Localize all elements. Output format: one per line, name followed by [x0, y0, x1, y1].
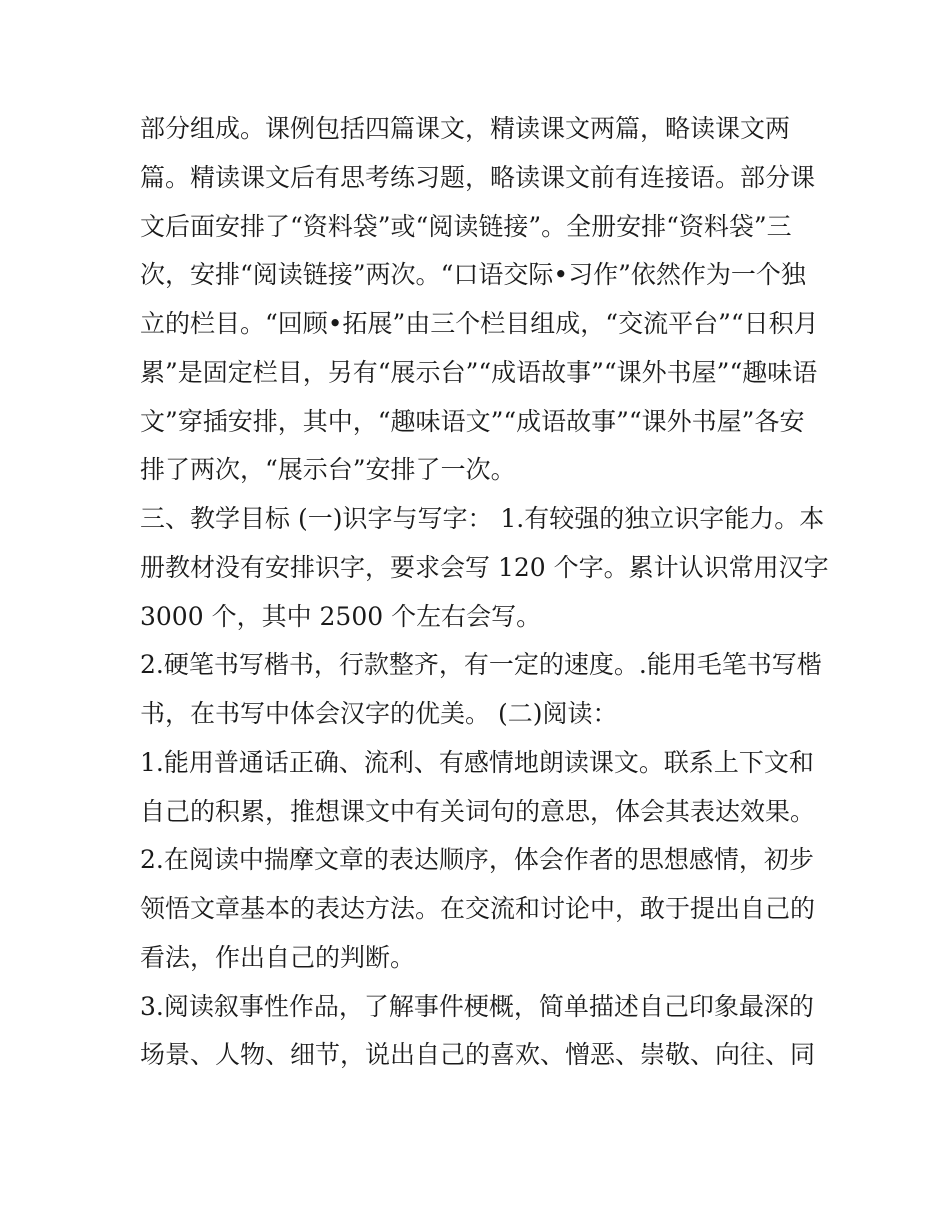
text-line: 书，在书写中体会汉字的优美。 (二)阅读： — [140, 699, 618, 728]
text-line: 部分组成。课例包括四篇课文，精读课文两篇，略读课文两 — [140, 114, 791, 143]
text-line: 场景、人物、细节，说出自己的喜欢、憎恶、崇敬、向往、同 — [140, 1040, 816, 1070]
text-line: 2.在阅读中揣摩文章的表达顺序，体会作者的思想感情，初步 — [140, 845, 814, 875]
text-line: 篇。精读课文后有思考练习题，略读课文前有连接语。部分课 — [140, 162, 816, 192]
text-line: 册教材没有安排识字，要求会写 120 个字。累计认识常用汉字 — [140, 552, 829, 582]
text-line: 立的栏目。“回顾•拓展”由三个栏目组成，“交流平台”“日积月 — [140, 309, 819, 338]
text-line: 1.能用普通话正确、流利、有感情地朗读课文。联系上下文和 — [140, 747, 814, 777]
text-line: 2.硬笔书写楷书，行款整齐，有一定的速度。.能用毛笔书写楷 — [140, 650, 822, 680]
text-line: 文后面安排了“资料袋”或“阅读链接”。全册安排“资料袋”三 — [140, 211, 792, 241]
text-line: 排了两次，“展示台”安排了一次。 — [140, 455, 516, 485]
text-line: 次，安排“阅读链接”两次。“口语交际•习作”依然作为一个独 — [140, 260, 806, 290]
text-line: 文”穿插安排，其中，“趣味语文”“成语故事”“课外书屋”各安 — [140, 406, 805, 436]
document-body — [140, 105, 830, 1080]
text-line: 看法，作出自己的判断。 — [140, 942, 416, 972]
text-line: 累”是固定栏目，另有“展示台”“成语故事”“课外书屋”“趣味语 — [140, 357, 818, 387]
text-line: 三、教学目标 (一)识字与写字： 1.有较强的独立识字能力。本 — [140, 504, 825, 533]
text-line: 3.阅读叙事性作品，了解事件梗概，简单描述自己印象最深的 — [140, 991, 814, 1021]
text-line: 自己的积累，推想课文中有关词句的意思，体会其表达效果。 — [140, 796, 816, 826]
text-line: 领悟文章基本的表达方法。在交流和讨论中，敢于提出自己的 — [140, 894, 816, 923]
text-line: 3000 个，其中 2500 个左右会写。 — [140, 601, 542, 631]
